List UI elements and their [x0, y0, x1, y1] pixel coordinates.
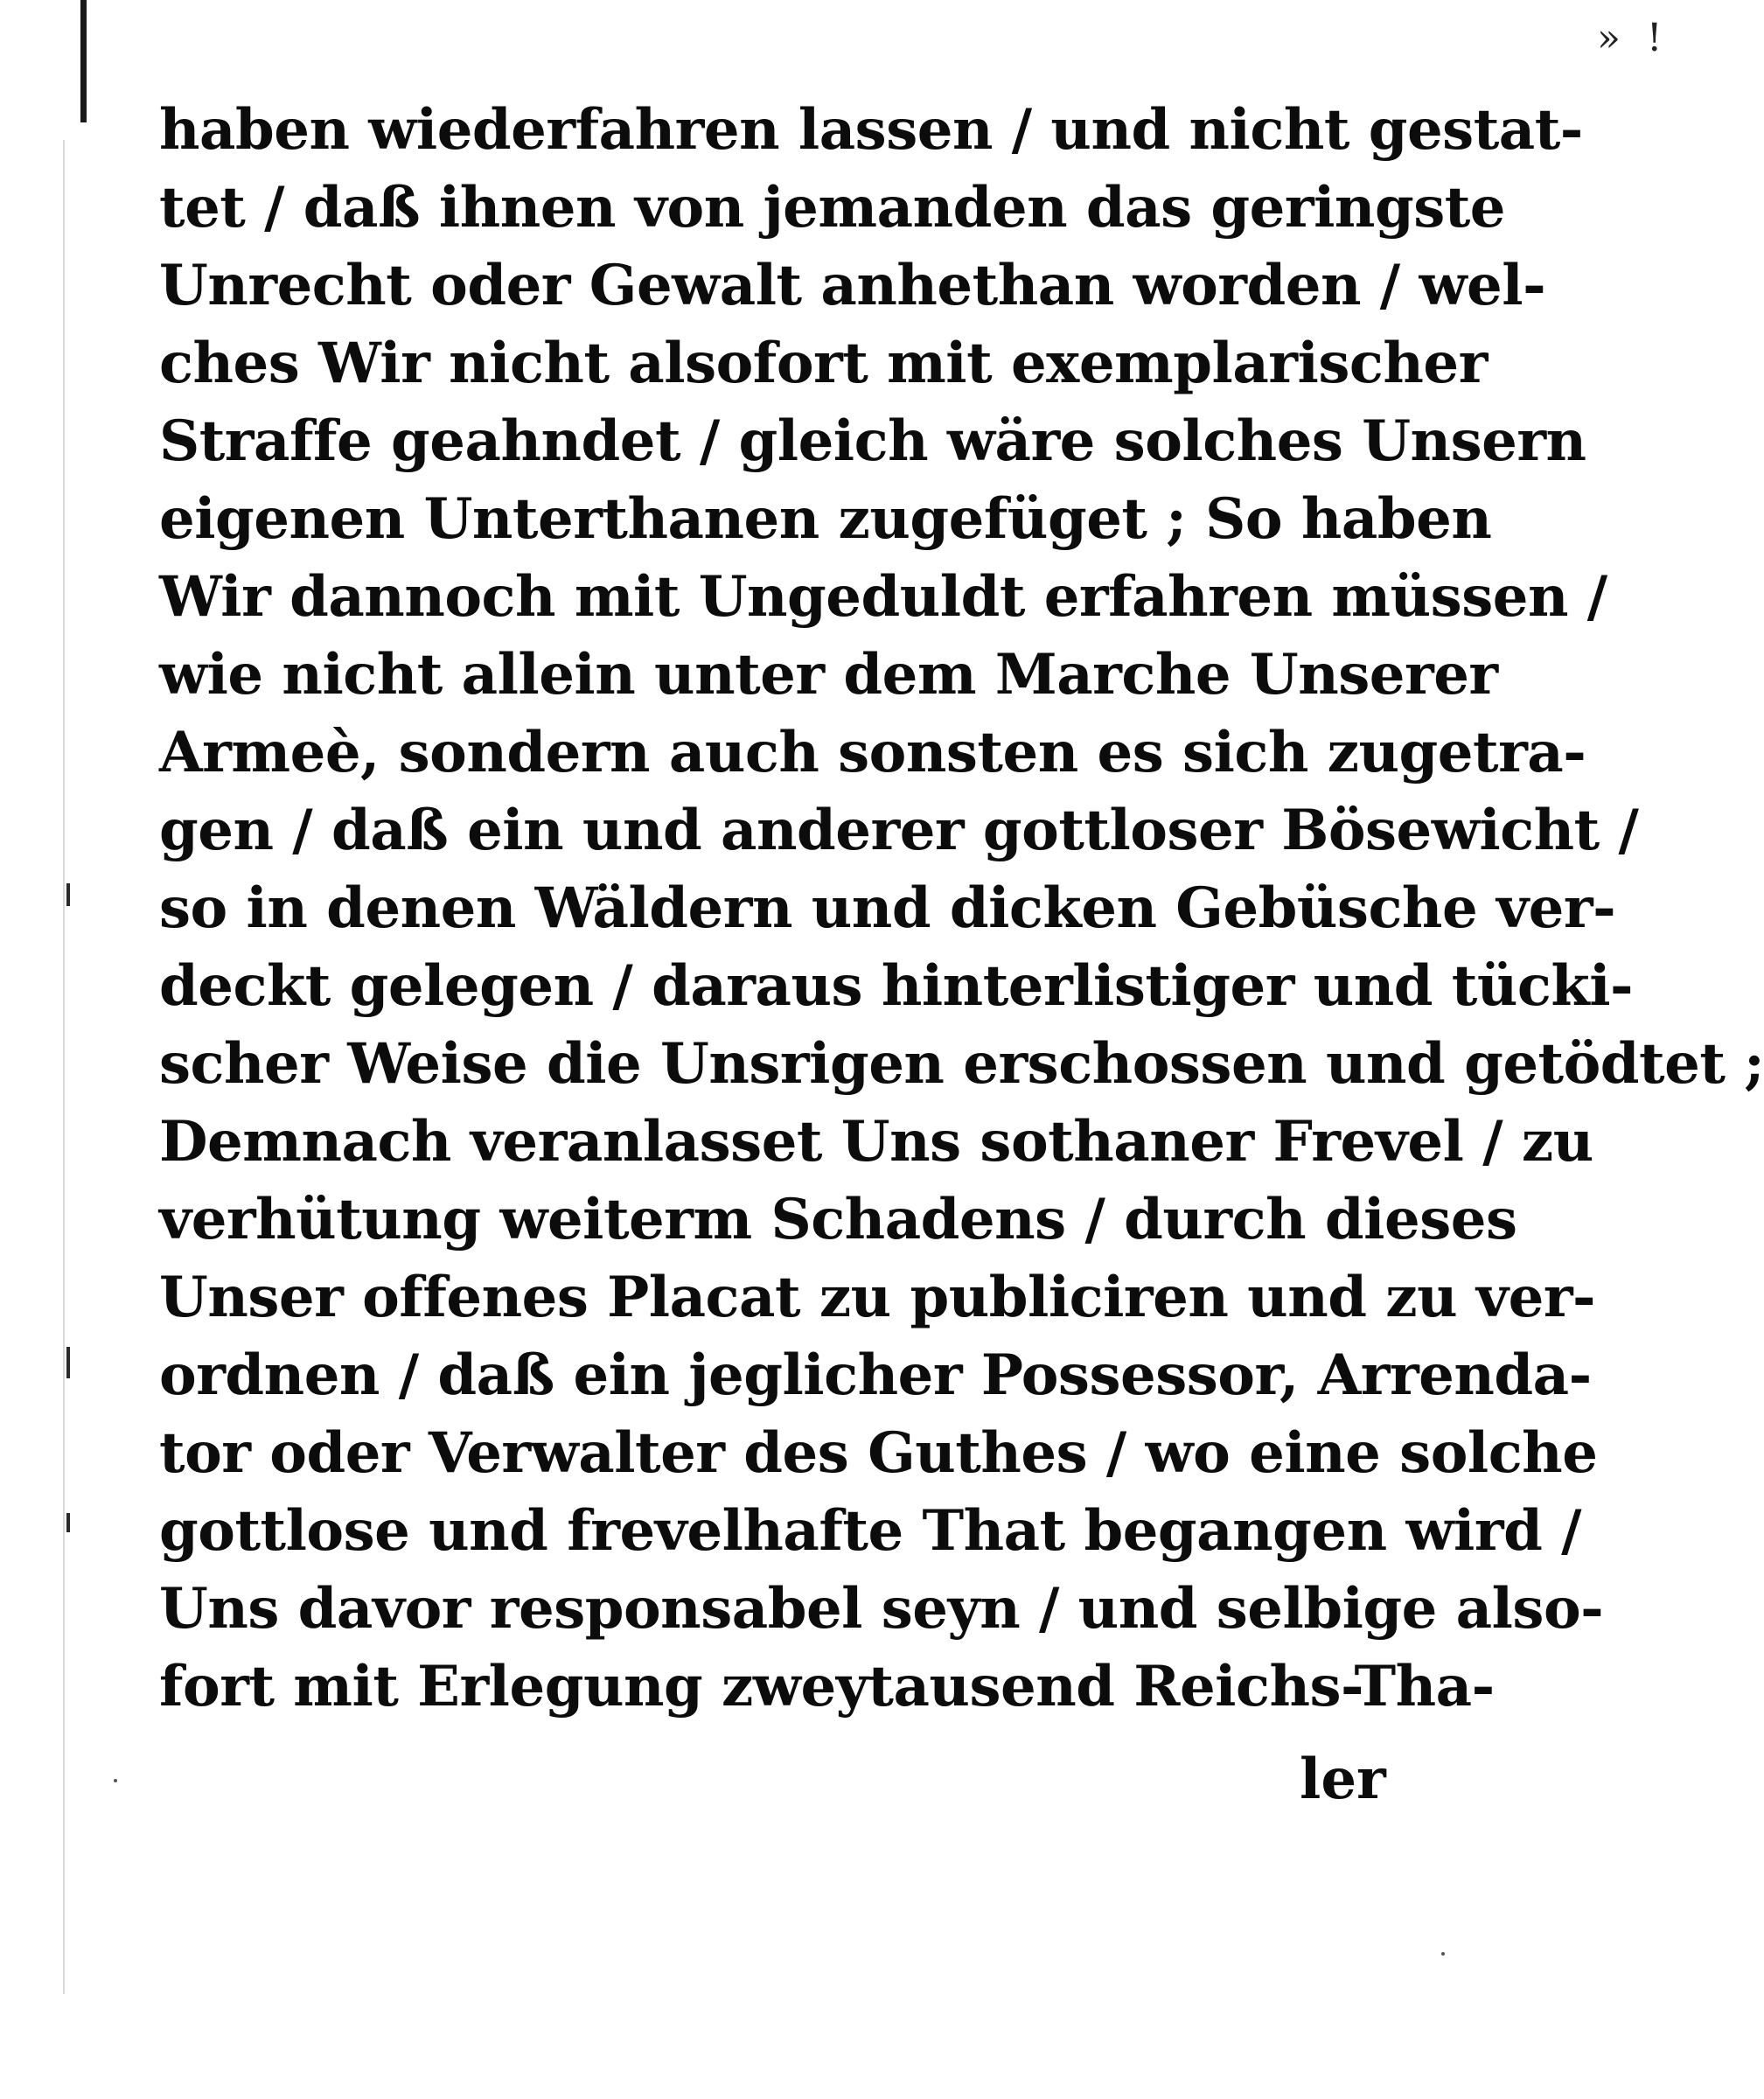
text-line-5: Straffe geahndet / gleich wäre solches Unsern [159, 408, 1586, 474]
text-line-10: gen / daß ein und anderer gottloser Bösewicht / [159, 798, 1639, 863]
paper-speck [1441, 1952, 1445, 1956]
text-line-17: ordnen / daß ein jeglicher Possessor, Arrenda- [159, 1342, 1592, 1408]
text-line-4: ches Wir nicht alsofort mit exemplarischer [159, 331, 1488, 396]
left-margin-rule [80, 0, 87, 122]
paper-speck [114, 1779, 117, 1782]
text-line-2: tet / daß ihnen von jemanden das geringste [159, 175, 1505, 241]
text-line-18: tor oder Verwalter des Guthes / wo eine solche [159, 1420, 1598, 1486]
text-line-6: eigenen Unterthanen zugefüget ; So haben [159, 486, 1492, 552]
text-line-12: deckt gelegen / daraus hinterlistiger und tücki- [159, 953, 1634, 1019]
text-line-11: so in denen Wäldern und dicken Gebüsche ver- [159, 875, 1616, 941]
text-line-21: fort mit Erlegung zweytausend Reichs-Tha- [159, 1654, 1495, 1719]
page-mark: » ! [1597, 16, 1670, 60]
text-line-9: Armeè, sondern auch sonsten es sich zugetra- [159, 720, 1586, 785]
text-line-7: Wir dannoch mit Ungeduldt erfahren müssen / [159, 564, 1607, 630]
text-line-19: gottlose und frevelhafte That begangen wird / [159, 1498, 1581, 1564]
text-line-8: wie nicht allein unter dem Marche Unserer [159, 642, 1498, 708]
text-line-3: Unrecht oder Gewalt anhethan worden / wel- [159, 253, 1546, 318]
margin-tick [66, 1347, 70, 1378]
text-block [159, 91, 1764, 1726]
catchword: ler [1300, 1747, 1386, 1812]
text-line-1: haben wiederfahren lassen / und nicht gestat- [159, 97, 1583, 163]
text-line-13: scher Weise die Unsrigen erschossen und getödtet ; [159, 1031, 1764, 1097]
margin-tick [66, 883, 70, 906]
text-line-15: verhütung weiterm Schadens / durch dieses [159, 1187, 1517, 1252]
margin-tick [66, 1513, 70, 1532]
text-line-14: Demnach veranlasset Uns sothaner Frevel / zu [159, 1109, 1593, 1175]
text-line-16: Unser offenes Placat zu publiciren und zu ver- [159, 1265, 1596, 1330]
left-margin-shadow [63, 140, 65, 1994]
text-line-20: Uns davor responsabel seyn / und selbige also- [159, 1576, 1604, 1642]
